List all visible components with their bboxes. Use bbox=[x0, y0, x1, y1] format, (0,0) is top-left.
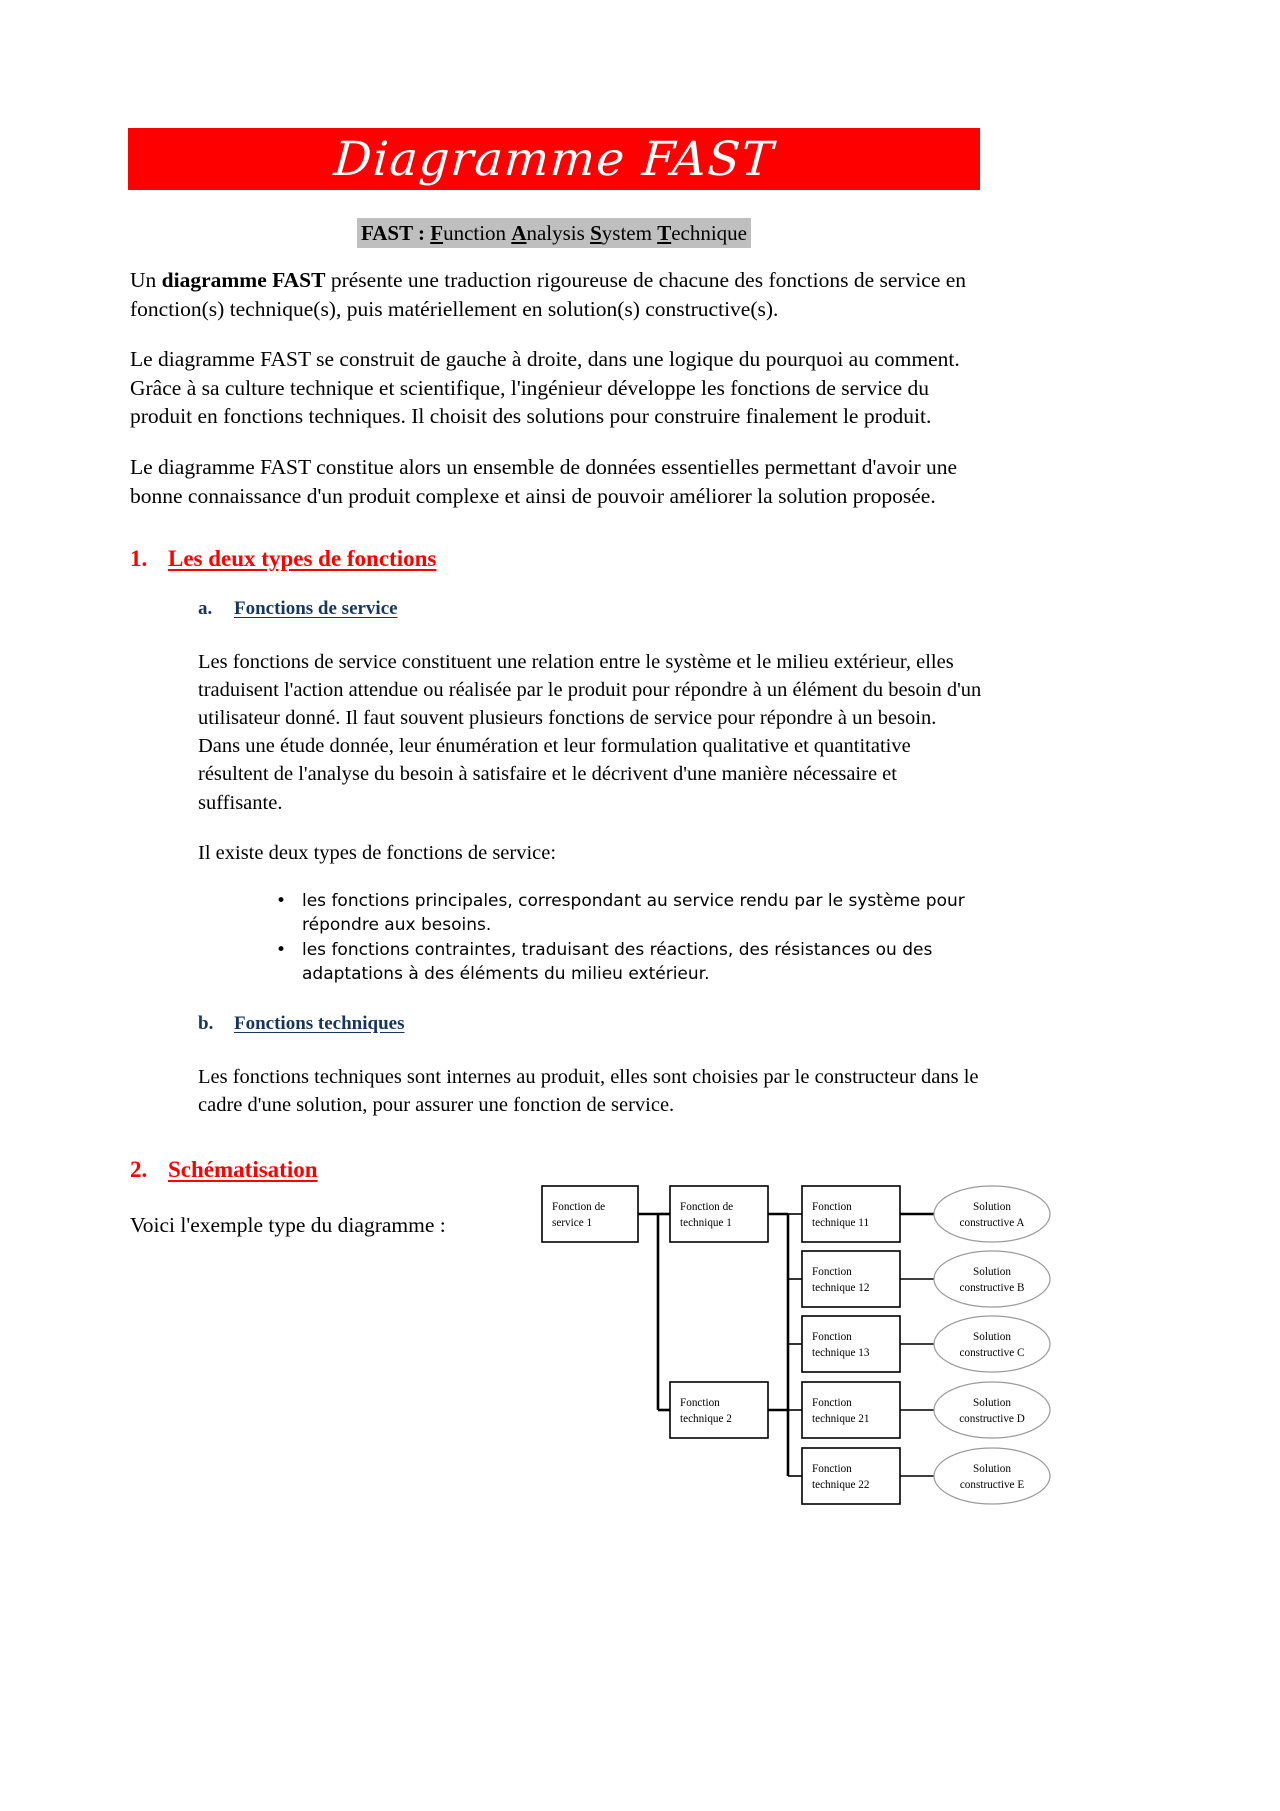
subtitle-word-technique: echnique bbox=[671, 221, 747, 245]
diagram-box-ft11-line2: technique 11 bbox=[812, 1217, 870, 1229]
fast-acronym-subtitle bbox=[357, 218, 751, 248]
diagram-box-ft2-line1: Fonction bbox=[680, 1397, 720, 1409]
diagram-ellipse-solE-line2: constructive E bbox=[959, 1479, 1025, 1491]
section-2-title: Schématisation bbox=[168, 1157, 318, 1183]
diagram-box-fs1-line1: Fonction de bbox=[552, 1201, 606, 1213]
subsection-b-body bbox=[198, 1063, 982, 1119]
function-types-list bbox=[268, 889, 982, 987]
list-item-label: les fonctions contraintes, traduisant des réactions, des résistances ou des adaptations à des éléments du milieu extérieur. bbox=[302, 939, 933, 985]
subsection-b-paragraph-1: Les fonctions techniques sont internes au produit, elles sont choisies par le constructeur dans le cadre d'une solution, pour assurer une fonction de service. bbox=[198, 1066, 979, 1117]
body-content bbox=[130, 266, 982, 1240]
section-1-title: Les deux types de fonctions bbox=[168, 546, 437, 572]
intro-p1-lead: Un bbox=[130, 268, 162, 292]
intro-p1-rest: présente une traduction rigoureuse de chacune des fonctions de service en fonction(s) technique(s), puis matériellement en solution(s) constructive(s). bbox=[130, 268, 967, 321]
diagram-ellipse-solA-line1: Solution bbox=[973, 1201, 1011, 1213]
subtitle-initial-f: F bbox=[430, 221, 444, 245]
intro-paragraph-2: Le diagramme FAST se construit de gauche à droite, dans une logique du pourquoi au comment. Grâce à sa culture technique et scientifique, l'ingénieur développe les fonctions de service du produit en fonctions techniques. Il choisit des solutions pour construire finalement le produit. bbox=[130, 347, 960, 429]
diagram-ellipse-solA-line2: constructive A bbox=[959, 1217, 1025, 1229]
subsection-b-marker: b. bbox=[198, 1013, 214, 1035]
subsection-a-body bbox=[198, 648, 982, 867]
diagram-ellipse-solB-line2: constructive B bbox=[959, 1282, 1025, 1294]
diagram-ellipse-solC-line1: Solution bbox=[973, 1331, 1011, 1343]
subsection-heading-a bbox=[198, 598, 982, 620]
page-title: Diagramme FAST bbox=[331, 131, 777, 187]
intro-paragraph-3: Le diagramme FAST constitue alors un ensemble de données essentielles permettant d'avoir une bonne connaissance d'un produit complexe et ainsi de pouvoir améliorer la solution proposée. bbox=[130, 454, 958, 508]
subtitle-initial-a: A bbox=[511, 221, 527, 245]
subtitle-word-system: ystem bbox=[601, 221, 658, 245]
subsection-heading-b bbox=[198, 1013, 982, 1035]
subtitle-prefix: FAST : bbox=[361, 221, 431, 245]
subsection-a-marker: a. bbox=[198, 598, 213, 620]
diagram-box-ft13-line1: Fonction bbox=[812, 1331, 852, 1343]
intro-p1-bold: diagramme FAST bbox=[161, 268, 326, 292]
diagram-box-ft11-line1: Fonction bbox=[812, 1201, 852, 1213]
diagram-box-ft21-line1: Fonction bbox=[812, 1397, 852, 1409]
subtitle-word-function: unction bbox=[443, 221, 512, 245]
subtitle-word-analysis: nalysis bbox=[526, 221, 591, 245]
diagram-ellipse-solB-line1: Solution bbox=[973, 1266, 1011, 1278]
diagram-box-fs1-line2: service 1 bbox=[552, 1217, 593, 1229]
section-1-marker: 1. bbox=[130, 546, 148, 572]
diagram-ellipse-solC-line2: constructive C bbox=[959, 1347, 1025, 1359]
diagram-caption: Voici l'exemple type du diagramme : bbox=[130, 1213, 446, 1238]
subtitle-initial-s: S bbox=[590, 221, 602, 245]
section-heading-1 bbox=[130, 546, 982, 572]
subsection-a-paragraph-2: Il existe deux types de fonctions de service: bbox=[198, 841, 557, 864]
diagram-box-ft1-line1: Fonction de bbox=[680, 1201, 734, 1213]
subsection-a-paragraph-1: Les fonctions de service constituent une relation entre le système et le milieu extérieur, elles traduisent l'action attendue ou réalisée par le produit pour répondre à un élément du besoin d'un utilisateur donné. Il faut souvent plusieurs fonctions de service pour répondre à un besoin. Dans une étude donnée, leur énumération et leur formulation qualitative et quantitative résultent de l'analyse du besoin à satisfaire et le décrivent d'une manière nécessaire et suffisante. bbox=[198, 651, 982, 814]
diagram-box-ft21-line2: technique 21 bbox=[812, 1413, 870, 1425]
subsection-b-title: Fonctions techniques bbox=[234, 1013, 405, 1035]
list-item-label: les fonctions principales, correspondant au service rendu par le système pour répondre aux besoins. bbox=[302, 890, 965, 935]
bullet-dot-icon: • bbox=[276, 939, 287, 960]
list-item bbox=[268, 938, 982, 986]
diagram-box-ft2-line2: technique 2 bbox=[680, 1413, 732, 1425]
diagram-box-ft22-line2: technique 22 bbox=[812, 1479, 870, 1491]
subtitle-initial-t: T bbox=[657, 221, 672, 245]
list-item bbox=[268, 889, 982, 937]
title-banner bbox=[128, 128, 980, 190]
diagram-ellipse-solD-line1: Solution bbox=[973, 1397, 1011, 1409]
diagram-box-ft12-line1: Fonction bbox=[812, 1266, 852, 1278]
diagram-ellipse-solE-line1: Solution bbox=[973, 1463, 1011, 1475]
section-2-marker: 2. bbox=[130, 1157, 148, 1183]
diagram-box-ft22-line1: Fonction bbox=[812, 1463, 852, 1475]
fast-diagram bbox=[530, 1168, 1070, 1520]
diagram-box-ft1-line2: technique 1 bbox=[680, 1217, 732, 1229]
diagram-box-ft12-line2: technique 12 bbox=[812, 1282, 870, 1294]
intro-paragraph-1 bbox=[130, 266, 982, 323]
diagram-ellipse-solD-line2: constructive D bbox=[959, 1413, 1025, 1425]
subtitle-row bbox=[128, 218, 980, 248]
diagram-box-ft13-line2: technique 13 bbox=[812, 1347, 870, 1359]
bullet-dot-icon: • bbox=[276, 890, 287, 911]
subsection-a-title: Fonctions de service bbox=[234, 598, 398, 620]
